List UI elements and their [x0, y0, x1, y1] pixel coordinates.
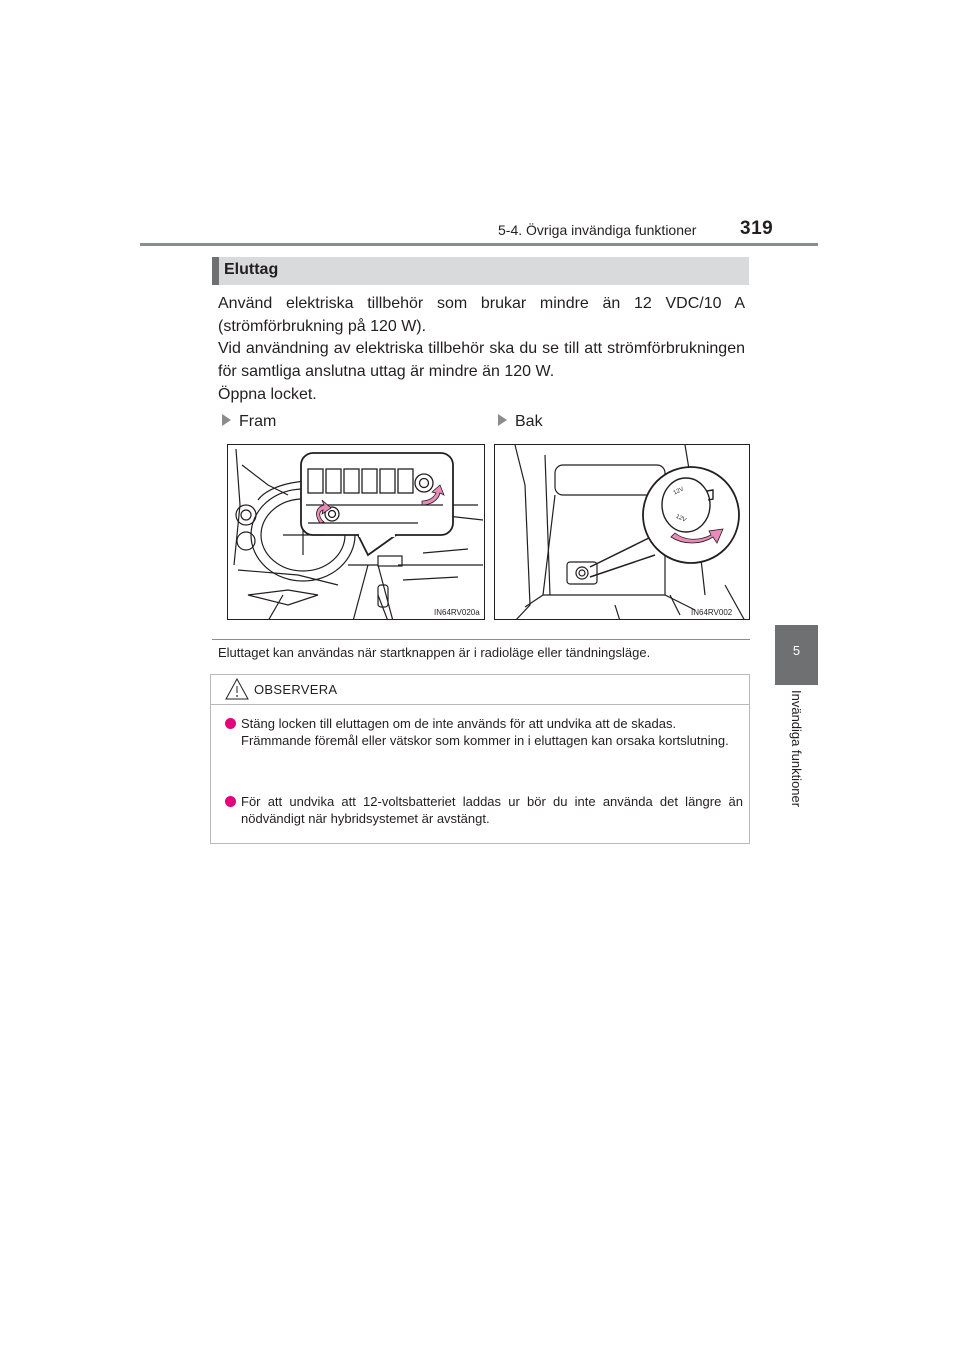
caption-front-text: Fram — [239, 413, 277, 430]
figure-front-outlet — [227, 444, 485, 620]
warning-triangle-icon — [225, 678, 249, 700]
caution-title: OBSERVERA — [254, 682, 338, 697]
caution-item — [225, 793, 743, 829]
chapter-tab-number: 5 — [792, 643, 801, 658]
header-rule — [140, 243, 818, 246]
chapter-tab[interactable] — [775, 625, 818, 685]
figure-rear-outlet — [494, 444, 750, 620]
usage-note: Eluttaget kan användas när startknappen är i radioläge eller tändningsläge. — [218, 645, 651, 660]
caption-front — [222, 413, 276, 431]
section-heading-accent — [212, 257, 219, 285]
caution-item-2-text: För att undvika att 12-voltsbatteriet laddas ur bör du inte använda det längre än nödvändigt när hybridsystemet är avstängt. — [241, 794, 743, 826]
caution-item — [225, 715, 743, 787]
figure-front-code: IN64RV020a — [434, 608, 480, 617]
page-number: 319 — [740, 218, 774, 239]
header-title: 5-4. Övriga invändiga funktioner — [498, 222, 697, 238]
front-dashboard-illustration — [228, 445, 485, 620]
caution-item-1-text: Stäng locken till eluttagen om de inte används för att undvika att de skadas. Främmande föremål eller vätskor som kommer in i eluttagen kan orsaka kortslutning. — [241, 716, 729, 748]
caution-item-text — [241, 793, 743, 827]
bullet-icon — [225, 796, 236, 807]
rear-lid-label-bottom: 12V — [674, 513, 687, 524]
rear-console-illustration — [495, 445, 750, 620]
caption-arrow-icon — [498, 414, 507, 426]
rear-lid-label-top: 12V — [672, 486, 685, 497]
section-divider — [212, 639, 750, 640]
figure-rear-code: IN64RV002 — [691, 608, 733, 617]
section-heading-bar — [212, 257, 749, 285]
paragraph-total-power: Vid användning av elektriska tillbehör ska du se till att strömförbrukningen för samtliga anslutna uttag är mindre än 120 W. — [218, 340, 745, 380]
page-header — [0, 0, 960, 250]
caption-arrow-icon — [222, 414, 231, 426]
caption-rear — [498, 413, 543, 431]
caution-header — [211, 675, 749, 705]
paragraph-power-rating: Använd elektriska tillbehör som brukar mindre än 12 VDC/10 A (strömförbrukning på 120 W). — [218, 295, 745, 335]
chapter-side-label-text: Invändiga funktioner — [789, 690, 804, 808]
chapter-side-label — [789, 690, 805, 830]
caution-box — [210, 674, 750, 844]
paragraph-open-lid: Öppna locket. — [218, 386, 317, 403]
section-title: Eluttag — [224, 261, 279, 278]
caution-item-text — [241, 715, 743, 749]
caption-rear-text: Bak — [515, 413, 543, 430]
bullet-icon — [225, 718, 236, 729]
